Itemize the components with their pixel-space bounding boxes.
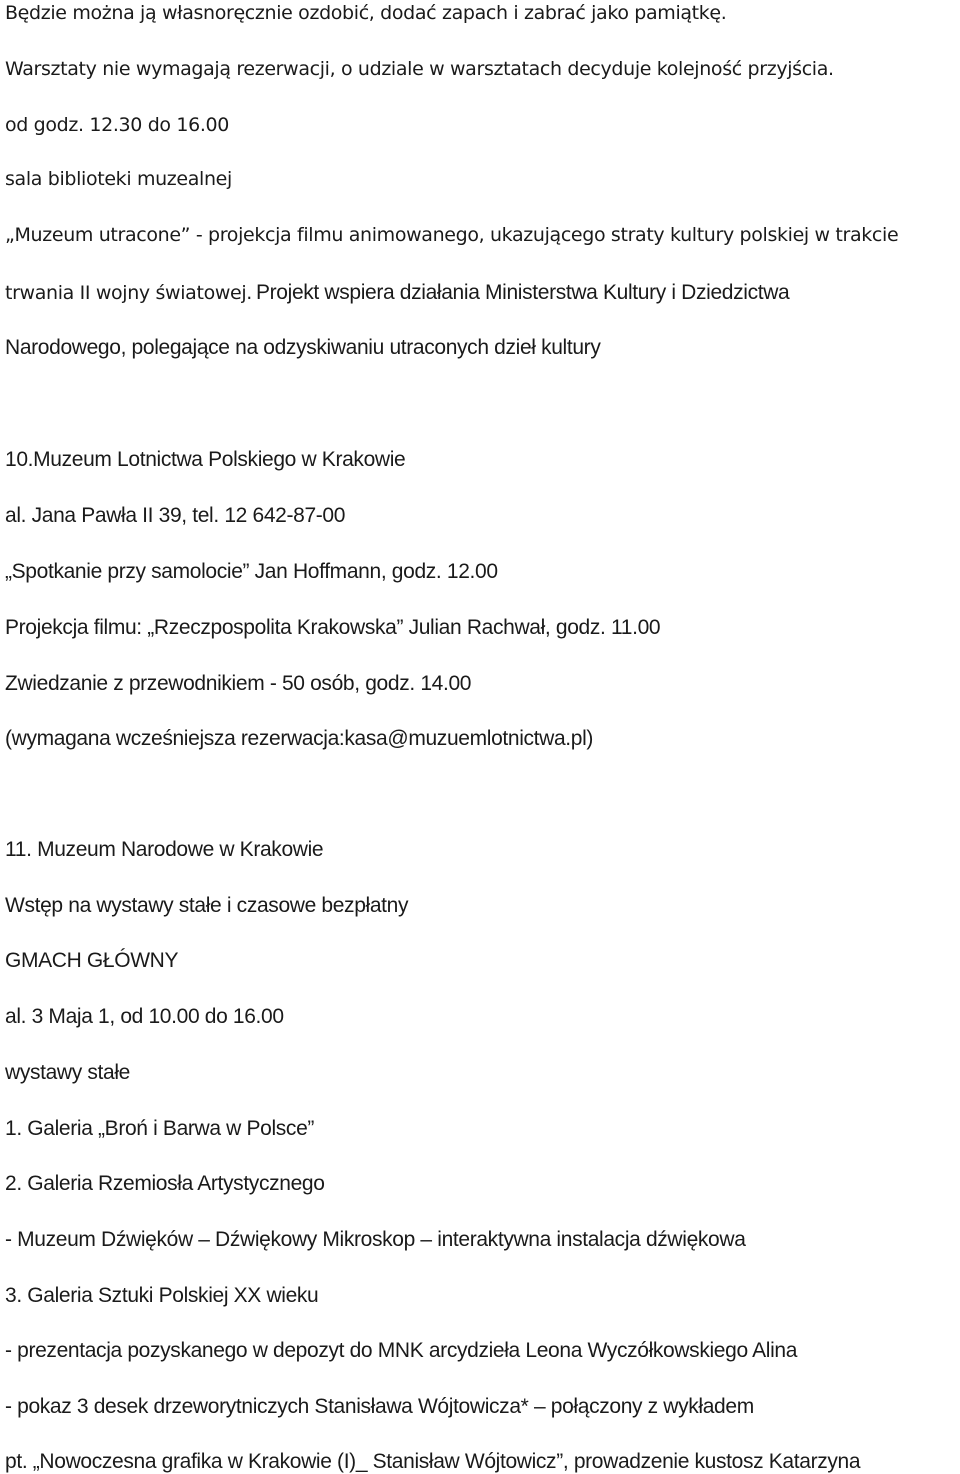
text-line-project-description (5, 282, 789, 303)
list-item-gallery-3: 3. Galeria Sztuki Polskiej XX wieku (5, 1284, 319, 1307)
text-line-workshop-hours: od godz. 12.30 do 16.00 (5, 114, 230, 136)
text-line-reservation-email: (wymagana wcześniejsza rezerwacja:kasa@muzuemlotnictwa.pl) (5, 727, 594, 750)
text-line-sound-museum: - Muzeum Dźwięków – Dźwiękowy Mikroskop – interaktywna instalacja dźwiękowa (5, 1228, 746, 1251)
text-line-woodcut-show: - pokaz 3 desek drzeworytniczych Stanisława Wójtowicza* – połączony z wykładem (5, 1395, 754, 1418)
heading-aviation-museum: 10.Muzeum Lotnictwa Polskiego w Krakowie (5, 448, 406, 471)
list-item-gallery-2: 2. Galeria Rzemiosła Artystycznego (5, 1172, 325, 1195)
heading-national-museum: 11. Muzeum Narodowe w Krakowie (5, 838, 324, 861)
text-line-permanent-exhibitions: wystawy stałe (5, 1061, 130, 1084)
text-line-souvenir: Będzie można ją własnoręcznie ozdobić, dodać zapach i zabrać jako pamiątkę. (5, 2, 727, 24)
text-line-library-hall: sala biblioteki muzealnej (5, 168, 232, 190)
text-war-duration: trwania II wojny światowej. (5, 282, 252, 304)
text-line-national-address: al. 3 Maja 1, od 10.00 do 16.00 (5, 1005, 284, 1028)
text-line-film-projection: Projekcja filmu: „Rzeczpospolita Krakowska” Julian Rachwał, godz. 11.00 (5, 616, 661, 639)
list-item-gallery-1: 1. Galeria „Broń i Barwa w Polsce” (5, 1117, 315, 1140)
text-line-aircraft-meeting: „Spotkanie przy samolocie” Jan Hoffmann, godz. 12.00 (5, 560, 498, 583)
text-line-free-admission: Wstęp na wystawy stałe i czasowe bezpłatny (5, 894, 409, 917)
text-line-workshops-no-reservation: Warsztaty nie wymagają rezerwacji, o udziale w warsztatach decyduje kolejność przyjścia. (5, 58, 834, 80)
text-line-guided-tour: Zwiedzanie z przewodnikiem - 50 osób, godz. 14.00 (5, 672, 472, 695)
text-project-support: Projekt wspiera działania Ministerstwa Kultury i Dziedzictwa (256, 281, 790, 304)
text-line-main-building: GMACH GŁÓWNY (5, 949, 179, 972)
text-line-aviation-address: al. Jana Pawła II 39, tel. 12 642-87-00 (5, 504, 346, 527)
text-line-national-heritage: Narodowego, polegające na odzyskiwaniu utraconych dzieł kultury (5, 336, 601, 359)
text-line-masterpiece-presentation: - prezentacja pozyskanego w depozyt do MNK arcydzieła Leona Wyczółkowskiego Alina (5, 1339, 798, 1362)
text-line-lost-museum-film: „Muzeum utracone” - projekcja filmu animowanego, ukazującego straty kultury polskiej w trakcie (5, 224, 899, 246)
text-line-modern-graphics-lecture: pt. „Nowoczesna grafika w Krakowie (I)_ Stanisław Wójtowicz”, prowadzenie kustosz Katarzyna (5, 1450, 861, 1473)
